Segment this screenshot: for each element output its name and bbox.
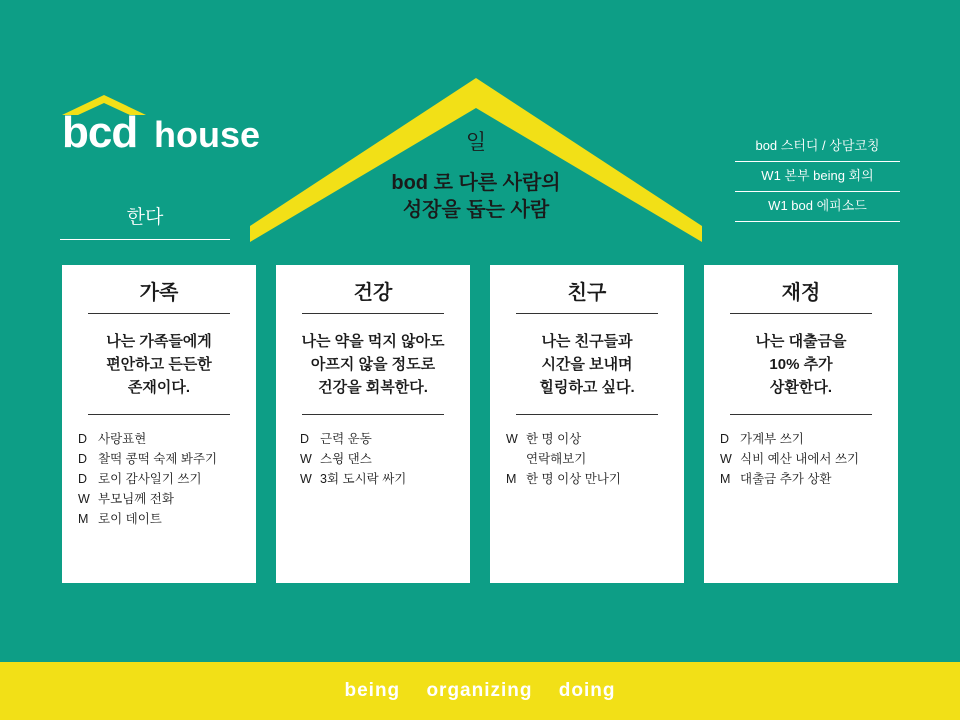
- action-text: 가계부 쓰기: [740, 432, 804, 446]
- brand-logo: [62, 95, 272, 155]
- action-item: [506, 449, 668, 469]
- action-text: 한 명 이상: [526, 432, 582, 446]
- left-label: [60, 205, 230, 240]
- left-label-text: 한다: [126, 207, 164, 228]
- action-item: [300, 469, 454, 489]
- right-list-item: bod 스터디 / 상담코칭: [735, 132, 900, 162]
- pillar-title: 가족: [139, 282, 179, 304]
- action-text: 로이 데이트: [98, 512, 162, 526]
- pillar-title: 친구: [567, 282, 607, 304]
- pillar-goal: [292, 330, 454, 408]
- pillar-card: [62, 265, 256, 583]
- action-text: 근력 운동: [320, 432, 372, 446]
- pillar-action-list: [506, 429, 668, 489]
- pillar-action-list: [720, 429, 882, 489]
- pillar-goal-divider: [88, 414, 230, 415]
- action-item: [506, 429, 668, 449]
- action-frequency-tag: M: [720, 472, 731, 486]
- action-text: 부모님께 전화: [98, 492, 174, 506]
- action-item: [720, 469, 882, 489]
- action-item: [78, 469, 240, 489]
- footer-bar: [0, 662, 960, 720]
- footer-word-organizing: organizing: [426, 680, 533, 701]
- action-item: [78, 449, 240, 469]
- action-text: 스윙 댄스: [320, 452, 372, 466]
- action-item: [78, 509, 240, 529]
- pillar-title-divider: [88, 313, 230, 314]
- pillar-title-divider: [516, 313, 658, 314]
- pillar-goal-line: 나는 가족들에게: [106, 333, 212, 350]
- action-frequency-tag: D: [300, 432, 310, 446]
- roof-statement-line-1: bod 로 다른 사람의: [391, 172, 561, 194]
- pillar-goal-line: 나는 친구들과: [541, 333, 633, 350]
- logo-house-text: house: [154, 114, 261, 155]
- action-frequency-tag: M: [78, 512, 89, 526]
- pillar-card: [490, 265, 684, 583]
- action-frequency-tag: D: [78, 452, 88, 466]
- action-frequency-tag: W: [300, 452, 312, 466]
- action-text: 로이 감사일기 쓰기: [98, 472, 202, 486]
- roof-statement-line-2: 성장을 돕는 사람: [402, 199, 550, 221]
- pillar-goal-line: 시간을 보내며: [541, 356, 633, 373]
- right-list-item: W1 bod 에피소드: [735, 192, 900, 222]
- roof-content: [250, 128, 702, 224]
- pillar-title-divider: [730, 313, 872, 314]
- pillar-goal-line: 편안하고 든든한: [106, 356, 212, 373]
- pillar-card: [704, 265, 898, 583]
- action-item: [506, 469, 668, 489]
- action-item: [78, 429, 240, 449]
- action-text: 대출금 추가 상환: [740, 472, 832, 486]
- footer-word-being: being: [344, 680, 401, 701]
- action-text: 3회 도시락 싸기: [320, 472, 407, 486]
- action-text: 식비 예산 내에서 쓰기: [740, 452, 860, 466]
- right-routine-list: [735, 132, 900, 222]
- right-list-item: W1 본부 being 회의: [735, 162, 900, 192]
- action-frequency-tag: D: [720, 432, 730, 446]
- action-text: 한 명 이상 만나기: [526, 472, 621, 486]
- logo-bcd-text: bcd: [62, 108, 138, 157]
- action-item: [300, 449, 454, 469]
- pillar-goal-line: 10% 추가: [769, 356, 833, 373]
- pillar-goal-line: 아프지 않을 정도로: [310, 356, 436, 373]
- pillar-title: 재정: [781, 282, 821, 304]
- pillar-goal-divider: [302, 414, 444, 415]
- action-frequency-tag: D: [78, 432, 88, 446]
- action-item: [720, 449, 882, 469]
- pillar-goal: [78, 330, 240, 408]
- action-frequency-tag: W: [300, 472, 312, 486]
- pillar-goal-line: 나는 약을 먹지 않아도: [301, 333, 445, 350]
- action-item: [300, 429, 454, 449]
- footer-word-doing: doing: [558, 680, 616, 701]
- action-item: [720, 429, 882, 449]
- pillar-goal-divider: [730, 414, 872, 415]
- pillar-goal-divider: [516, 414, 658, 415]
- pillar-title: 건강: [353, 282, 393, 304]
- pillar-goal-line: 건강을 회복한다.: [318, 379, 428, 396]
- action-item: [78, 489, 240, 509]
- pillar-action-list: [292, 429, 454, 489]
- action-text: 사랑표현: [98, 432, 147, 446]
- footer-tagline: [335, 680, 626, 702]
- pillar-goal-line: 상환한다.: [769, 379, 833, 396]
- action-frequency-tag: W: [720, 452, 732, 466]
- pillar-goal-line: 존재이다.: [127, 379, 191, 396]
- pillar-goal: [506, 330, 668, 408]
- roof-top-label: 일: [465, 131, 487, 154]
- pillar-action-list: [78, 429, 240, 529]
- action-frequency-tag: D: [78, 472, 88, 486]
- action-frequency-tag: M: [506, 472, 517, 486]
- pillar-group: [62, 265, 898, 583]
- action-text: 연락해보기: [526, 452, 587, 466]
- action-frequency-tag: [506, 449, 526, 469]
- left-label-divider: [60, 239, 230, 240]
- pillar-title-divider: [302, 313, 444, 314]
- pillar-goal-line: 나는 대출금을: [755, 333, 847, 350]
- action-frequency-tag: W: [78, 492, 90, 506]
- pillar-goal: [720, 330, 882, 408]
- action-text: 찰떡 콩떡 숙제 봐주기: [98, 452, 218, 466]
- action-frequency-tag: W: [506, 432, 518, 446]
- pillar-goal-line: 힐링하고 싶다.: [539, 379, 635, 396]
- pillar-card: [276, 265, 470, 583]
